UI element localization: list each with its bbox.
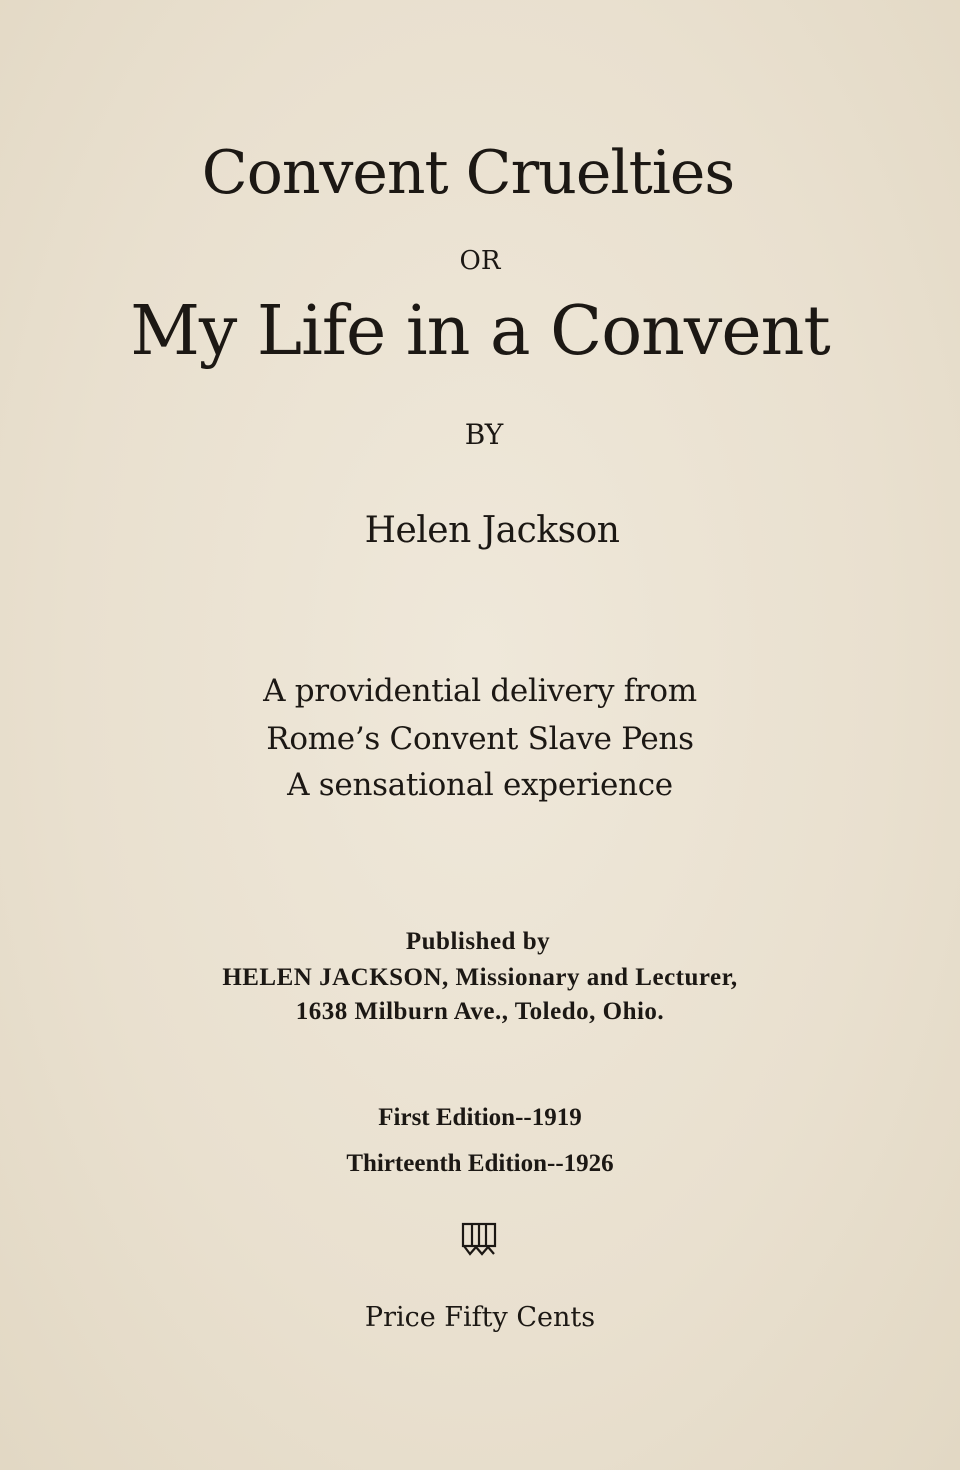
title-connector: OR: [459, 246, 501, 276]
author-name: Helen Jackson: [364, 510, 620, 551]
byline-by: BY: [464, 418, 504, 451]
publisher-address: 1638 Milburn Ave., Toledo, Ohio.: [295, 998, 665, 1025]
publisher-name: HELEN JACKSON, Missionary and Lecturer,: [222, 964, 738, 991]
subtitle-line-3: A sensational experience: [287, 767, 673, 803]
current-edition: Thirteenth Edition--1926: [346, 1150, 614, 1177]
title-line-1: Convent Cruelties: [201, 138, 735, 208]
published-by: Published by: [405, 928, 551, 955]
printer-mark-icon: [460, 1220, 498, 1258]
first-edition: First Edition--1919: [378, 1104, 582, 1131]
price: Price Fifty Cents: [364, 1302, 596, 1333]
subtitle-line-2: Rome’s Convent Slave Pens: [266, 721, 694, 757]
title-line-2: My Life in a Convent: [130, 292, 830, 371]
subtitle-line-1: A providential delivery from: [263, 673, 697, 709]
